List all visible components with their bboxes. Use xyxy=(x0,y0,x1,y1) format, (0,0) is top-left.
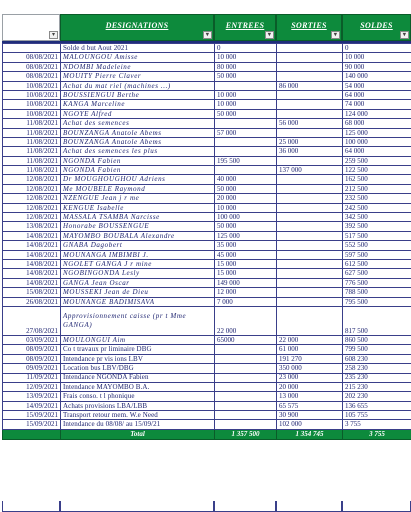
designation-cell[interactable]: Transport retour mem. W.e Need xyxy=(61,411,215,420)
sorties-cell[interactable]: 191 270 xyxy=(277,354,343,363)
designation-cell[interactable]: NGONDA Fabien xyxy=(61,166,215,175)
designation-cell[interactable]: KENGUE Isabelle xyxy=(61,203,215,212)
designations-header[interactable] xyxy=(60,14,214,41)
designation-cell[interactable]: Me MOUBELE Raymond xyxy=(61,184,215,193)
entrees-cell[interactable] xyxy=(215,373,277,382)
soldes-cell[interactable]: 552 500 xyxy=(343,241,411,250)
table-row xyxy=(3,392,411,401)
table-row xyxy=(3,373,411,382)
soldes-cell[interactable]: 3 755 xyxy=(343,420,411,429)
table-row xyxy=(3,354,411,363)
soldes-cell[interactable]: 136 655 xyxy=(343,401,411,410)
table-row xyxy=(3,53,411,62)
sorties-cell[interactable] xyxy=(277,109,343,118)
soldes-cell[interactable]: 517 500 xyxy=(343,231,411,240)
sorties-cell[interactable] xyxy=(277,213,343,222)
entrees-cell[interactable]: 40 000 xyxy=(215,175,277,184)
designations-header-label: DESIGNATIONS xyxy=(105,21,169,30)
soldes-cell[interactable]: 608 230 xyxy=(343,354,411,363)
date-cell[interactable]: 14/08/2021 xyxy=(3,241,61,250)
sorties-cell[interactable]: 102 000 xyxy=(277,420,343,429)
table-row xyxy=(3,44,411,53)
table-row xyxy=(3,297,411,306)
table-row xyxy=(3,119,411,128)
empty-cell[interactable] xyxy=(276,501,342,512)
entrees-cell[interactable]: 10 000 xyxy=(215,100,277,109)
date-cell[interactable]: 11/08/2021 xyxy=(3,147,61,156)
soldes-cell[interactable]: 776 500 xyxy=(343,278,411,287)
designation-cell[interactable]: Achat des semences xyxy=(61,119,215,128)
entrees-cell[interactable]: 15 000 xyxy=(215,259,277,268)
entrees-cell[interactable]: 50 000 xyxy=(215,184,277,193)
empty-cell[interactable] xyxy=(342,501,411,512)
designation-cell[interactable]: MASSALA TSAMBA Narcisse xyxy=(61,213,215,222)
soldes-cell[interactable]: 105 755 xyxy=(343,411,411,420)
filter-dropdown-icon[interactable]: ▾ xyxy=(203,31,212,39)
designation-cell[interactable]: MOUSSEKI Jean de Dieu xyxy=(61,288,215,297)
table-row xyxy=(3,128,411,137)
entrees-cell[interactable]: 35 000 xyxy=(215,241,277,250)
table-row xyxy=(3,411,411,420)
sorties-cell[interactable]: 36 000 xyxy=(277,147,343,156)
total-sorties[interactable]: 1 354 745 xyxy=(277,429,343,439)
entrees-cell[interactable]: 10 000 xyxy=(215,90,277,99)
soldes-cell[interactable]: 258 230 xyxy=(343,364,411,373)
table-row xyxy=(3,72,411,81)
entrees-cell[interactable]: 7 000 xyxy=(215,297,277,306)
entrees-cell[interactable]: 22 000 xyxy=(215,306,277,335)
entrees-cell[interactable]: 0 xyxy=(215,44,277,53)
entrees-cell[interactable]: 12 000 xyxy=(215,288,277,297)
date-cell[interactable]: 14/08/2021 xyxy=(3,269,61,278)
date-cell[interactable]: 15/09/2021 xyxy=(3,420,61,429)
table-row xyxy=(3,194,411,203)
entrees-cell[interactable] xyxy=(215,345,277,354)
soldes-cell[interactable]: 235 230 xyxy=(343,373,411,382)
entrees-cell[interactable] xyxy=(215,119,277,128)
designation-cell[interactable]: KANGA Marceline xyxy=(61,100,215,109)
table-row xyxy=(3,231,411,240)
designation-cell[interactable]: Approvisionnement caisse (pr t Mme GANGA) xyxy=(61,306,215,335)
soldes-cell[interactable]: 212 500 xyxy=(343,184,411,193)
date-cell[interactable]: 10/08/2021 xyxy=(3,109,61,118)
date-cell[interactable] xyxy=(3,44,61,53)
entrees-cell[interactable]: 10 000 xyxy=(215,53,277,62)
sorties-cell[interactable] xyxy=(277,269,343,278)
date-cell[interactable]: 08/08/2021 xyxy=(3,72,61,81)
sorties-cell[interactable] xyxy=(277,175,343,184)
soldes-cell[interactable]: 0 xyxy=(343,44,411,53)
table-row xyxy=(3,288,411,297)
table-row xyxy=(3,382,411,391)
date-cell[interactable]: 10/08/2021 xyxy=(3,100,61,109)
entrees-cell[interactable]: 45 000 xyxy=(215,250,277,259)
date-cell[interactable]: 14/08/2021 xyxy=(3,250,61,259)
sorties-cell[interactable] xyxy=(277,184,343,193)
table-row xyxy=(3,269,411,278)
sorties-cell[interactable]: 65 575 xyxy=(277,401,343,410)
designation-cell[interactable]: NGOLET GANGA J r mine xyxy=(61,259,215,268)
designation-cell[interactable]: Intendance MAYOMBO B.A. xyxy=(61,382,215,391)
empty-footer-row xyxy=(2,501,411,512)
empty-cell[interactable] xyxy=(2,501,60,512)
designation-cell[interactable]: Honorabe BOUSSENGUE xyxy=(61,222,215,231)
entrees-cell[interactable]: 10 000 xyxy=(215,203,277,212)
soldes-cell[interactable]: 202 230 xyxy=(343,392,411,401)
entrees-cell[interactable] xyxy=(215,401,277,410)
designation-cell[interactable]: Achats provisions LBA/LBB xyxy=(61,401,215,410)
table-row xyxy=(3,420,411,429)
soldes-cell[interactable]: 860 500 xyxy=(343,335,411,344)
designation-cell[interactable]: Dr MOUGHOUGHOU Adriens xyxy=(61,175,215,184)
total-row xyxy=(3,429,411,439)
soldes-cell[interactable]: 232 500 xyxy=(343,194,411,203)
entrees-header-label: ENTREES xyxy=(225,21,265,30)
sorties-cell[interactable] xyxy=(277,259,343,268)
entrees-cell[interactable]: 65000 xyxy=(215,335,277,344)
table-row xyxy=(3,81,411,90)
date-cell[interactable]: 15/09/2021 xyxy=(3,411,61,420)
soldes-cell[interactable]: 100 000 xyxy=(343,137,411,146)
empty-cell[interactable] xyxy=(60,501,214,512)
total-label[interactable]: Total xyxy=(61,429,215,439)
designation-cell[interactable]: MOULONGUI Aim xyxy=(61,335,215,344)
table-row xyxy=(3,184,411,193)
date-cell[interactable]: 11/08/2021 xyxy=(3,137,61,146)
filter-dropdown-icon[interactable]: ▾ xyxy=(265,31,274,39)
empty-cell[interactable] xyxy=(214,501,276,512)
entrees-cell[interactable] xyxy=(215,354,277,363)
soldes-cell[interactable]: 817 500 xyxy=(343,306,411,335)
sorties-cell[interactable] xyxy=(277,250,343,259)
date-cell[interactable]: 12/08/2021 xyxy=(3,184,61,193)
designation-cell[interactable]: Co t travaux pr liminaire DBG xyxy=(61,345,215,354)
table-row xyxy=(3,137,411,146)
table-row xyxy=(3,175,411,184)
entrees-cell[interactable]: 50 000 xyxy=(215,109,277,118)
soldes-cell[interactable]: 788 500 xyxy=(343,288,411,297)
table-row xyxy=(3,241,411,250)
designation-cell[interactable]: Achat du mat riel (machines ...) xyxy=(61,81,215,90)
sorties-cell[interactable] xyxy=(277,241,343,250)
date-cell[interactable]: 26/08/2021 xyxy=(3,297,61,306)
designation-cell[interactable]: BOUSSIENGUI Berthe xyxy=(61,90,215,99)
filter-dropdown-icon[interactable]: ▾ xyxy=(400,31,409,39)
total-date-cell[interactable] xyxy=(3,429,61,439)
designation-cell[interactable]: MAYOMBO BOUBALA Alexandre xyxy=(61,231,215,240)
designation-cell[interactable]: BOUNZANGA Anatole Abems xyxy=(61,128,215,137)
table-row xyxy=(3,222,411,231)
entrees-cell[interactable] xyxy=(215,382,277,391)
entrees-cell[interactable]: 125 000 xyxy=(215,231,277,240)
filter-dropdown-icon[interactable]: ▾ xyxy=(49,31,58,39)
date-cell[interactable]: 13/08/2021 xyxy=(3,222,61,231)
designation-cell[interactable]: GANGA Jean Oscar xyxy=(61,278,215,287)
sorties-cell[interactable] xyxy=(277,100,343,109)
soldes-cell[interactable]: 125 000 xyxy=(343,128,411,137)
table-row xyxy=(3,100,411,109)
total-entrees[interactable]: 1 357 500 xyxy=(215,429,277,439)
entrees-cell[interactable]: 80 000 xyxy=(215,62,277,71)
date-cell[interactable]: 12/08/2021 xyxy=(3,213,61,222)
date-cell[interactable]: 10/08/2021 xyxy=(3,81,61,90)
entrees-cell[interactable] xyxy=(215,166,277,175)
designation-cell[interactable]: MOUITY Pierre Claver xyxy=(61,72,215,81)
date-cell[interactable]: 11/08/2021 xyxy=(3,156,61,165)
sorties-cell[interactable]: 20 000 xyxy=(277,382,343,391)
ledger-table xyxy=(2,43,411,440)
sorties-cell[interactable] xyxy=(277,203,343,212)
sorties-cell[interactable]: 56 000 xyxy=(277,119,343,128)
entrees-cell[interactable]: 149 000 xyxy=(215,278,277,287)
entrees-cell[interactable]: 100 000 xyxy=(215,213,277,222)
entrees-cell[interactable] xyxy=(215,81,277,90)
entrees-cell[interactable]: 195 500 xyxy=(215,156,277,165)
date-cell[interactable]: 09/09/2021 xyxy=(3,364,61,373)
entrees-header[interactable] xyxy=(214,14,276,41)
soldes-header[interactable] xyxy=(342,14,411,41)
entrees-cell[interactable] xyxy=(215,137,277,146)
designation-cell[interactable]: NDOMBI Madeleine xyxy=(61,62,215,71)
date-cell[interactable]: 12/09/2021 xyxy=(3,382,61,391)
entrees-cell[interactable]: 50 000 xyxy=(215,72,277,81)
sorties-cell[interactable] xyxy=(277,306,343,335)
sorties-cell[interactable] xyxy=(277,90,343,99)
soldes-cell[interactable]: 64 000 xyxy=(343,90,411,99)
date-cell[interactable]: 14/09/2021 xyxy=(3,401,61,410)
table-row xyxy=(3,156,411,165)
date-cell[interactable]: 11/08/2021 xyxy=(3,128,61,137)
sorties-cell[interactable]: 86 000 xyxy=(277,81,343,90)
designation-cell[interactable]: MOUNANGE BADIMISAVA xyxy=(61,297,215,306)
soldes-cell[interactable]: 64 000 xyxy=(343,147,411,156)
designation-cell[interactable]: Intendance NGONDA Fabien xyxy=(61,373,215,382)
entrees-cell[interactable] xyxy=(215,364,277,373)
entrees-cell[interactable] xyxy=(215,147,277,156)
total-soldes[interactable]: 3 755 xyxy=(343,429,411,439)
table-row xyxy=(3,401,411,410)
entrees-cell[interactable] xyxy=(215,420,277,429)
sorties-cell[interactable] xyxy=(277,297,343,306)
sorties-cell[interactable]: 23 000 xyxy=(277,373,343,382)
designation-cell[interactable]: MALOUNGOU Amisse xyxy=(61,53,215,62)
date-cell[interactable]: 08/09/2021 xyxy=(3,354,61,363)
soldes-cell[interactable]: 122 500 xyxy=(343,166,411,175)
date-cell[interactable]: 11/08/2021 xyxy=(3,166,61,175)
soldes-cell[interactable]: 90 000 xyxy=(343,62,411,71)
soldes-header-label: SOLDES xyxy=(360,21,393,30)
sorties-cell[interactable]: 25 000 xyxy=(277,137,343,146)
sorties-cell[interactable] xyxy=(277,278,343,287)
filter-dropdown-icon[interactable]: ▾ xyxy=(331,31,340,39)
entrees-cell[interactable]: 15 000 xyxy=(215,269,277,278)
soldes-cell[interactable]: 259 500 xyxy=(343,156,411,165)
designation-cell[interactable]: Intendance pr vis ions LBV xyxy=(61,354,215,363)
table-row xyxy=(3,62,411,71)
table-row xyxy=(3,250,411,259)
sorties-cell[interactable]: 137 000 xyxy=(277,166,343,175)
entrees-cell[interactable] xyxy=(215,392,277,401)
soldes-cell[interactable]: 242 500 xyxy=(343,203,411,212)
sorties-cell[interactable]: 30 900 xyxy=(277,411,343,420)
soldes-cell[interactable]: 68 000 xyxy=(343,119,411,128)
sorties-cell[interactable] xyxy=(277,194,343,203)
sorties-cell[interactable] xyxy=(277,128,343,137)
date-cell[interactable]: 15/08/2021 xyxy=(3,288,61,297)
table-row xyxy=(3,90,411,99)
designation-cell[interactable]: Achat des semences les plus xyxy=(61,147,215,156)
table-row xyxy=(3,213,411,222)
table-row xyxy=(3,364,411,373)
entrees-cell[interactable]: 50 000 xyxy=(215,222,277,231)
date-cell[interactable]: 08/08/2021 xyxy=(3,62,61,71)
entrees-cell[interactable] xyxy=(215,411,277,420)
sorties-cell[interactable] xyxy=(277,288,343,297)
soldes-cell[interactable]: 54 000 xyxy=(343,81,411,90)
date-cell[interactable]: 08/08/2021 xyxy=(3,53,61,62)
date-cell[interactable]: 10/08/2021 xyxy=(3,90,61,99)
sorties-cell[interactable] xyxy=(277,231,343,240)
soldes-cell[interactable]: 74 000 xyxy=(343,100,411,109)
sorties-header-label: SORTIES xyxy=(291,21,327,30)
sorties-cell[interactable] xyxy=(277,222,343,231)
designation-cell[interactable]: MOUNANGA IMBIMBI J. xyxy=(61,250,215,259)
designation-cell[interactable]: Location bus LBV/DBG xyxy=(61,364,215,373)
date-cell[interactable]: 11/08/2021 xyxy=(3,119,61,128)
designation-cell[interactable]: Solde d but Aout 2021 xyxy=(61,44,215,53)
date-cell[interactable]: 13/09/2021 xyxy=(3,392,61,401)
sorties-cell[interactable]: 350 000 xyxy=(277,364,343,373)
table-row xyxy=(3,345,411,354)
table-row xyxy=(3,203,411,212)
date-cell[interactable]: 12/08/2021 xyxy=(3,175,61,184)
date-cell[interactable]: 27/08/2021 xyxy=(3,306,61,335)
soldes-cell[interactable]: 795 500 xyxy=(343,297,411,306)
table-row xyxy=(3,109,411,118)
ledger-body xyxy=(3,44,411,430)
designation-cell[interactable]: Intendance du 08/08/ au 15/09/21 xyxy=(61,420,215,429)
designation-cell[interactable]: NGOBINGONDA Lesly xyxy=(61,269,215,278)
sorties-cell[interactable] xyxy=(277,156,343,165)
soldes-cell[interactable]: 10 000 xyxy=(343,53,411,62)
date-column-header[interactable] xyxy=(2,14,60,41)
table-row xyxy=(3,259,411,268)
sorties-cell[interactable] xyxy=(277,53,343,62)
sorties-cell[interactable]: 13 000 xyxy=(277,392,343,401)
date-cell[interactable]: 14/08/2021 xyxy=(3,259,61,268)
designation-cell[interactable]: BOUNZANGA Anatole Abems xyxy=(61,137,215,146)
soldes-cell[interactable]: 162 500 xyxy=(343,175,411,184)
date-cell[interactable]: 14/08/2021 xyxy=(3,278,61,287)
soldes-cell[interactable]: 392 500 xyxy=(343,222,411,231)
designation-cell[interactable]: Frais conso. t l phonique xyxy=(61,392,215,401)
date-cell[interactable]: 12/08/2021 xyxy=(3,203,61,212)
soldes-cell[interactable]: 140 000 xyxy=(343,72,411,81)
table-row xyxy=(3,306,411,335)
soldes-cell[interactable]: 612 500 xyxy=(343,259,411,268)
soldes-cell[interactable]: 124 000 xyxy=(343,109,411,118)
sorties-cell[interactable] xyxy=(277,44,343,53)
date-cell[interactable]: 12/08/2021 xyxy=(3,194,61,203)
entrees-cell[interactable]: 20 000 xyxy=(215,194,277,203)
sorties-cell[interactable] xyxy=(277,62,343,71)
soldes-cell[interactable]: 215 230 xyxy=(343,382,411,391)
date-cell[interactable]: 08/09/2021 xyxy=(3,345,61,354)
sorties-cell[interactable]: 22 000 xyxy=(277,335,343,344)
table-row xyxy=(3,278,411,287)
table-row xyxy=(3,335,411,344)
entrees-cell[interactable]: 57 000 xyxy=(215,128,277,137)
soldes-cell[interactable]: 342 500 xyxy=(343,213,411,222)
designation-cell[interactable]: NZENGUE Jean j r me xyxy=(61,194,215,203)
table-row xyxy=(3,147,411,156)
designation-cell[interactable]: GNABA Dagobert xyxy=(61,241,215,250)
sorties-header[interactable] xyxy=(276,14,342,41)
soldes-cell[interactable]: 597 500 xyxy=(343,250,411,259)
date-cell[interactable]: 14/08/2021 xyxy=(3,231,61,240)
designation-cell[interactable]: NGONDA Fabien xyxy=(61,156,215,165)
designation-cell[interactable]: NGOYE Alfred xyxy=(61,109,215,118)
date-cell[interactable]: 03/09/2021 xyxy=(3,335,61,344)
sorties-cell[interactable] xyxy=(277,72,343,81)
sorties-cell[interactable]: 61 000 xyxy=(277,345,343,354)
soldes-cell[interactable]: 627 500 xyxy=(343,269,411,278)
date-cell[interactable]: 11/09/2021 xyxy=(3,373,61,382)
table-row xyxy=(3,166,411,175)
soldes-cell[interactable]: 799 500 xyxy=(343,345,411,354)
